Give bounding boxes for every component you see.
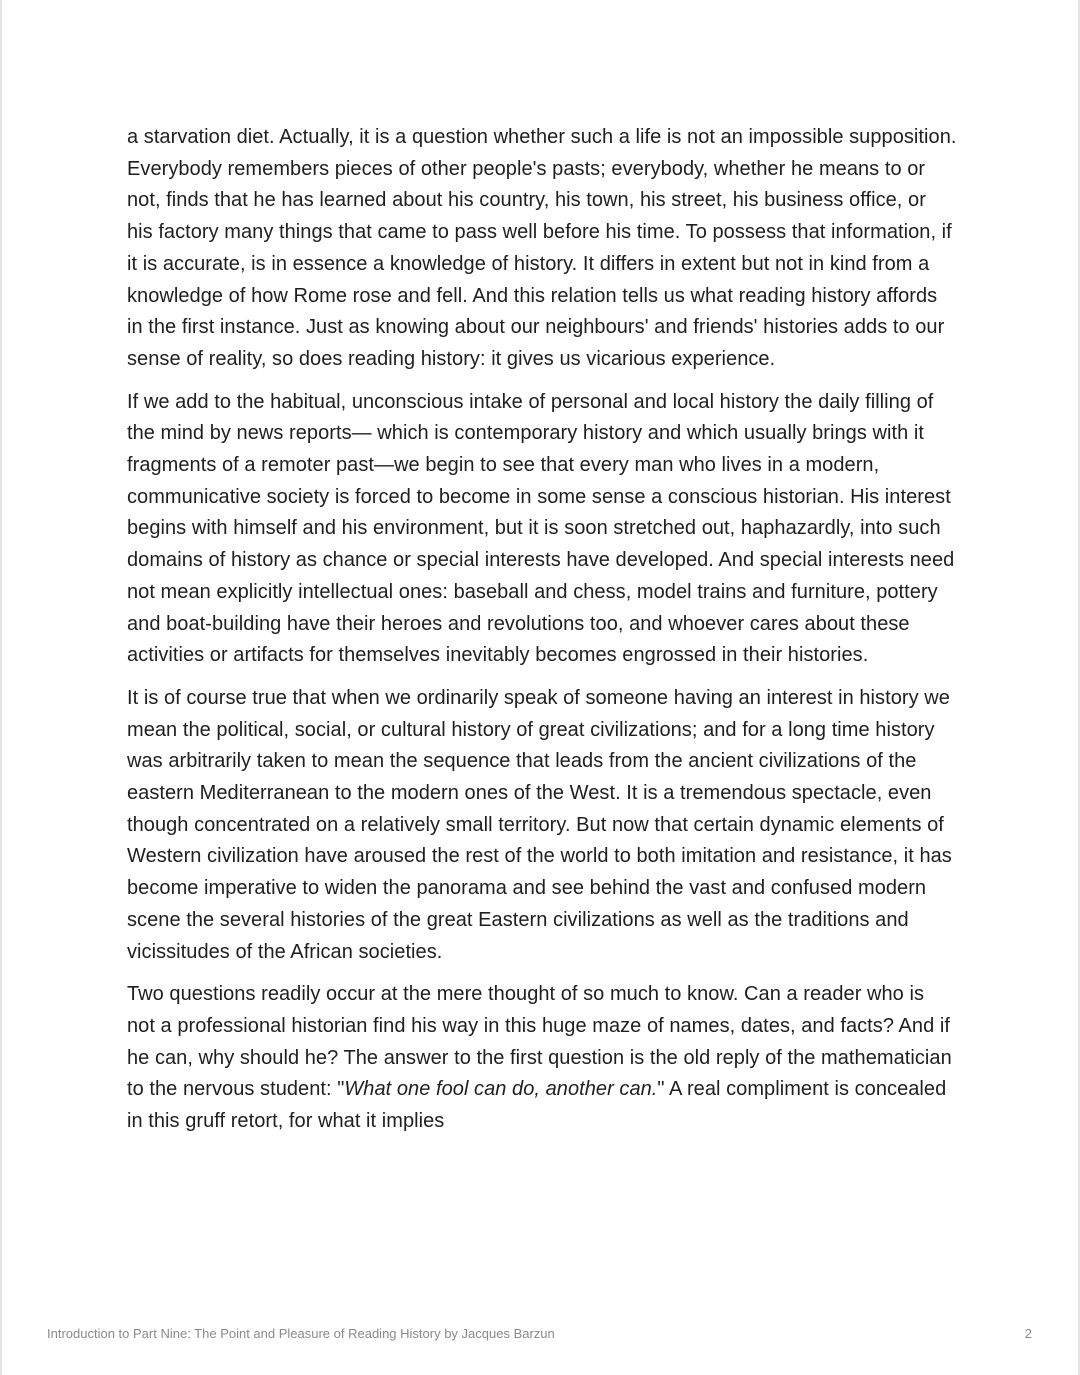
paragraph-3: It is of course true that when we ordinarily speak of someone having an interest in history we mean the political, social, or cultural history of great civilizations; and for a long time history was arbitrarily taken to mean the sequence that leads from the ancient civilizations of the eastern Mediterranean to the modern ones of the West. It is a tremendous spectacle, even though concentrated on a relatively small territory. But now that certain dynamic elements of Western civilization have aroused the rest of the world to both imitation and resistance, it has become imperative to widen the panorama and see behind the vast and confused modern scene the several histories of the great Eastern civilizations as well as the traditions and vicissitudes of the African societies. [127, 686, 952, 963]
document-body [127, 122, 957, 1149]
paragraph-4-text-before: Two questions readily occur at the mere thought of so much to know. Can a reader who is not a professional historian find his way in this huge maze of names, dates, and facts? And if he can, why should he? The answer to the first question is the old reply of the mathematician to the nervous student: " [127, 983, 952, 1101]
paragraph-4-text-after: " A real compliment is concealed in this gruff retort, for what it implies [127, 1078, 947, 1133]
page-number: 2 [1024, 1326, 1032, 1341]
paragraph-4 [127, 979, 957, 1138]
paragraph-1: a starvation diet. Actually, it is a question whether such a life is not an impossible supposition. Everybody remembers pieces of other people's pasts; everybody, whether he means to or not, finds that he has learned about his country, his town, his street, his business office, or his factory many things that came to pass well before his time. To possess that information, if it is accurate, is in essence a knowledge of history. It differs in extent but not in kind from a knowledge of how Rome rose and fell. And this relation tells us what reading history affords in the first instance. Just as knowing about our neighbours' and friends' histories adds to our sense of reality, so does reading history: it gives us vicarious experience. [127, 126, 957, 370]
footer-title: Introduction to Part Nine: The Point and Pleasure of Reading History by Jacques Barzun [47, 1326, 555, 1341]
page-edge-left [0, 0, 2, 1375]
paragraph-4-italic-quote: What one fool can do, another can. [344, 1078, 658, 1101]
paragraph-2: If we add to the habitual, unconscious intake of personal and local history the daily filling of the mind by news reports— which is contemporary history and which usually brings with it fragments of a remoter past—we begin to see that every man who lives in a modern, communicative society is forced to become in some sense a conscious historian. His interest begins with himself and his environment, but it is soon stretched out, haphazardly, into such domains of history as chance or special interests have developed. And special interests need not mean explicitly intellectual ones: baseball and chess, model trains and furniture, pottery and boat-building have their heroes and revolutions too, and whoever cares about these activities or artifacts for themselves inevitably becomes engrossed in their histories. [127, 390, 955, 667]
